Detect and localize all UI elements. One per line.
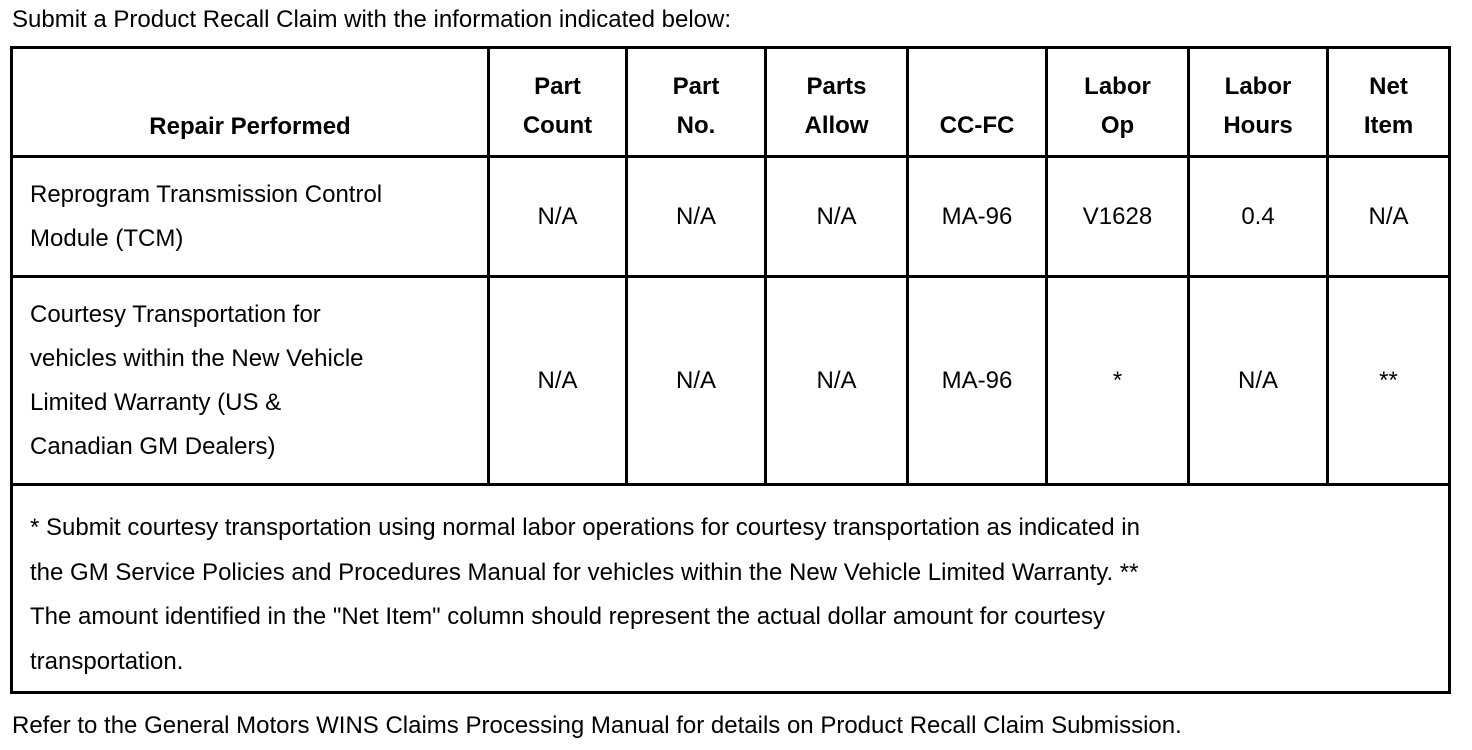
- header-repair-performed: Repair Performed: [12, 48, 489, 157]
- parts-allow-cell: N/A: [766, 277, 908, 485]
- header-net-item: Net Item: [1328, 48, 1450, 157]
- part-count-cell: N/A: [489, 157, 627, 277]
- footnote-line: the GM Service Policies and Procedures Manual for vehicles within the New Vehicle Limited Warranty. **: [30, 558, 1139, 586]
- repair-performed-cell: Courtesy Transportation for vehicles within the New Vehicle Limited Warranty (US & Canadian GM Dealers): [12, 277, 489, 485]
- header-labor-hours: Labor Hours: [1189, 48, 1328, 157]
- part-count-cell: N/A: [489, 277, 627, 485]
- header-cc-fc: CC-FC: [908, 48, 1047, 157]
- part-no-cell: N/A: [627, 157, 766, 277]
- labor-op-cell: V1628: [1047, 157, 1189, 277]
- outro-text: Refer to the General Motors WINS Claims Processing Manual for details on Product Recall Claim Submission.: [12, 712, 1182, 739]
- net-item-cell: N/A: [1328, 157, 1450, 277]
- net-item-cell: **: [1328, 277, 1450, 485]
- footnote-line: transportation.: [30, 647, 184, 675]
- part-no-cell: N/A: [627, 277, 766, 485]
- header-labor-op: Labor Op: [1047, 48, 1189, 157]
- intro-text: Submit a Product Recall Claim with the information indicated below:: [12, 6, 732, 33]
- labor-hours-cell: N/A: [1189, 277, 1328, 485]
- repair-performed-cell: Reprogram Transmission Control Module (TCM): [12, 157, 489, 277]
- recall-claim-table: [10, 46, 1451, 694]
- cc-fc-cell: MA-96: [908, 277, 1047, 485]
- table-note-row: [12, 485, 1450, 693]
- table-row: [12, 157, 1450, 277]
- parts-allow-cell: N/A: [766, 157, 908, 277]
- table-header-row: [12, 48, 1450, 157]
- table-row: [12, 277, 1450, 485]
- labor-op-cell: *: [1047, 277, 1189, 485]
- footnote-cell: [12, 485, 1450, 693]
- header-part-no: Part No.: [627, 48, 766, 157]
- header-parts-allow: Parts Allow: [766, 48, 908, 157]
- footnote-line: The amount identified in the "Net Item" column should represent the actual dollar amount for courtesy: [30, 603, 1105, 630]
- footnote-line: * Submit courtesy transportation using normal labor operations for courtesy transportation as indicated in: [30, 514, 1140, 541]
- labor-hours-cell: 0.4: [1189, 157, 1328, 277]
- header-part-count: Part Count: [489, 48, 627, 157]
- cc-fc-cell: MA-96: [908, 157, 1047, 277]
